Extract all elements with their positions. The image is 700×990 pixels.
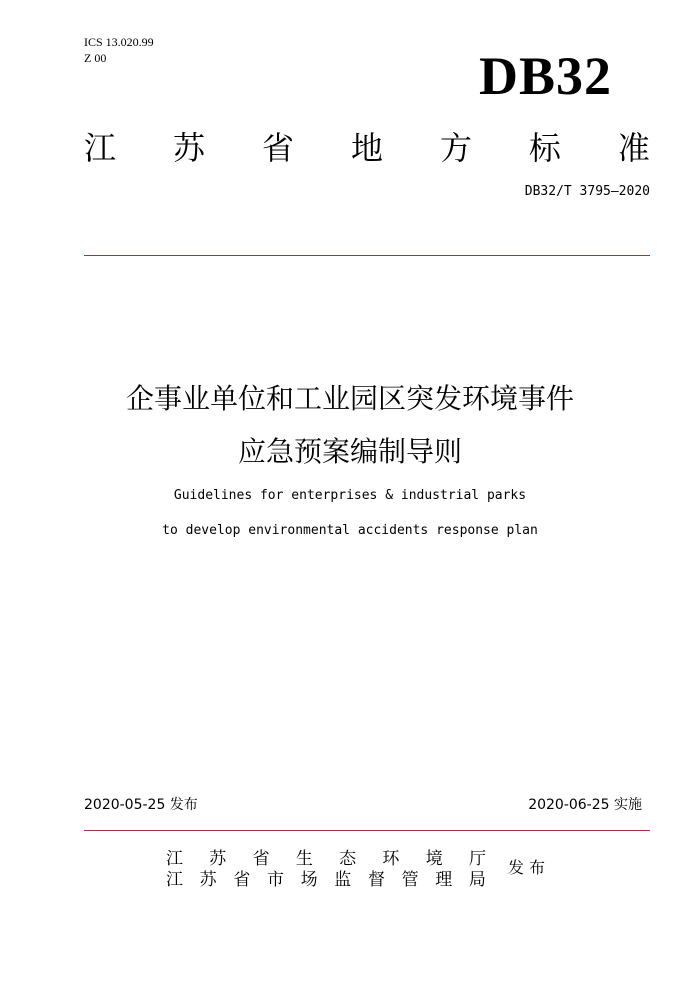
publisher-char: 苏 [209,849,227,869]
publisher-char: 局 [468,870,486,890]
standard-type-char: 地 [350,129,383,167]
title-en-line2: to develop environmental accidents response plan [162,523,538,538]
publisher-char: 江 [166,870,183,890]
standard-type-char: 标 [528,129,561,167]
title-cn-line1: 企事业单位和工业园区突发环境事件 [125,382,574,415]
footer-divider [84,830,650,831]
title-cn-line2: 应急预案编制导则 [237,435,462,468]
standard-type-char: 江 [84,129,117,167]
header-divider [84,255,650,256]
standard-type-char: 苏 [172,129,205,167]
publisher-char: 场 [300,870,318,890]
publisher-2 [166,869,486,891]
title-en-line1: Guidelines for enterprises & industrial parks [173,488,527,503]
standard-type-char: 准 [617,129,650,167]
publisher-char: 省 [252,849,270,869]
standard-type-char: 方 [439,129,472,167]
publisher-char: 境 [425,849,443,869]
standard-type-char: 省 [261,129,294,167]
publish-action: 发布 [508,858,551,877]
publisher-char: 厅 [468,849,486,869]
issue-date: 2020-05-25 发布 [84,797,198,813]
implementation-date: 2020-06-25 实施 [528,797,642,813]
publisher-char: 苏 [199,870,217,890]
publisher-char: 省 [233,870,251,890]
publisher-char: 监 [334,870,352,890]
standard-type [84,126,650,170]
publisher-char: 环 [382,849,400,869]
publisher-char: 江 [166,849,183,869]
publisher-1 [166,848,486,870]
publisher-char: 态 [339,849,357,869]
publisher-char: 管 [401,870,419,890]
standard-code-logo: DB32 [478,46,612,106]
classification-code: Z 00 [84,51,107,65]
ics-code: ICS 13.020.99 [84,35,154,49]
publisher-char: 督 [367,870,385,890]
publisher-char: 理 [435,870,453,890]
publisher-char: 市 [266,870,284,890]
standard-number: DB32/T 3795—2020 [524,184,650,199]
publisher-char: 生 [295,849,313,869]
